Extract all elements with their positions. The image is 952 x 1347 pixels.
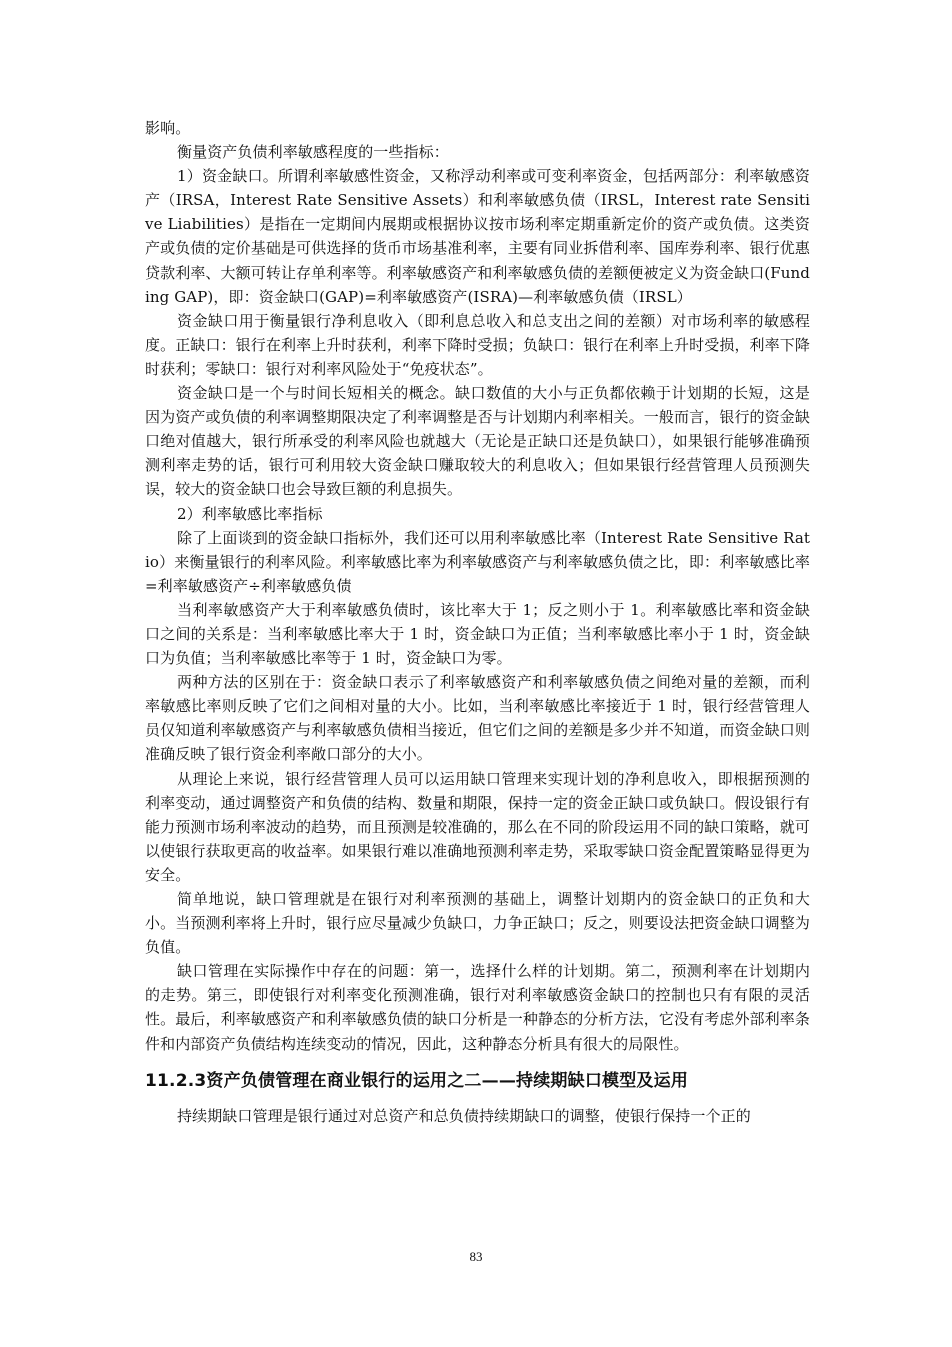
paragraph: 缺口管理在实际操作中存在的问题：第一，选择什么样的计划期。第二，预测利率在计划期内的走势。第三，即使银行对利率变化预测准确，银行对利率敏感资金缺口的控制也只有有限的灵活性。最后，利率敏感资产和利率敏感负债的缺口分析是一种静态的分析方法，它没有考虑外部利率条件和内部资产负债结构连续变动的情况，因此，这种静态分析具有很大的局限性。 [145, 962, 810, 1053]
page-body [145, 116, 810, 1128]
paragraph: 资金缺口用于衡量银行净利息收入（即利息总收入和总支出之间的差额）对市场利率的敏感程度。正缺口：银行在利率上升时获利，利率下降时受损；负缺口：银行在利率上升时受损，利率下降时获利；零缺口：银行对利率风险处于“免疫状态”。 [145, 311, 810, 378]
paragraph: 持续期缺口管理是银行通过对总资产和总负债持续期缺口的调整，使银行保持一个正的 [177, 1106, 751, 1125]
paragraph: 从理论上来说，银行经营管理人员可以运用缺口管理来实现计划的净利息收入，即根据预测的利率变动，通过调整资产和负债的结构、数量和期限，保持一定的资金正缺口或负缺口。假设银行有能力预测市场利率波动的趋势，而且预测是较准确的，那么在不同的阶段运用不同的缺口策略，就可以使银行获取更高的收益率。如果银行难以准确地预测利率走势，采取零缺口资金配置策略显得更为安全。 [145, 769, 810, 884]
paragraph: 衡量资产负债利率敏感程度的一些指标： [177, 143, 449, 162]
paragraph: 影响。 [145, 119, 191, 137]
paragraph: 2）利率敏感比率指标 [177, 504, 323, 523]
paragraph: 资金缺口是一个与时间长短相关的概念。缺口数值的大小与正负都依赖于计划期的长短，这是因为资产或负债的利率调整期限决定了利率调整是否与计划期内利率相关。一般而言，银行的资金缺口绝对值越大，银行所承受的利率风险也就越大（无论是正缺口还是负缺口），如果银行能够准确预测利率走势的话，银行可利用较大资金缺口赚取较大的利息收入；但如果银行经营管理人员预测失误，较大的资金缺口也会导致巨额的利息损失。 [145, 384, 810, 499]
paragraph: 当利率敏感资产大于利率敏感负债时，该比率大于 1；反之则小于 1。利率敏感比率和资金缺口之间的关系是：当利率敏感比率大于 1 时，资金缺口为正值；当利率敏感比率小于 1 时，资金缺口为负值；当利率敏感比率等于 1 时，资金缺口为零。 [145, 600, 810, 668]
page-number: 83 [469, 1249, 483, 1264]
paragraph: 1）资金缺口。所谓利率敏感性资金，又称浮动利率或可变利率资金，包括两部分：利率敏感资产（IRSA，Interest Rate Sensitive Assets）和利率敏感负债（IRSL，Interest rate Sensitive Liabilities）是指在一定期间内展期或根据协议按市场利率定期重新定价的资产或负债。这类资产或负债的定价基础是可供选择的货币市场基准利率，主要有同业拆借利率、国库券利率、银行优惠贷款利率、大额可转让存单利率等。利率敏感资产和利率敏感负债的差额便被定义为资金缺口(Funding GAP)，即：资金缺口(GAP)=利率敏感资产(ISRA)—利率敏感负债（IRSL） [145, 167, 810, 306]
section-heading: 11.2.3资产负债管理在商业银行的运用之二——持续期缺口模型及运用 [145, 1070, 689, 1091]
paragraph: 两种方法的区别在于：资金缺口表示了利率敏感资产和利率敏感负债之间绝对量的差额，而利率敏感比率则反映了它们之间相对量的大小。比如，当利率敏感比率接近于 1 时，银行经营管理人员仅知道利率敏感资产与利率敏感负债相当接近，但它们之间的差额是多少并不知道，而资金缺口则准确反映了银行资金利率敞口部分的大小。 [145, 673, 810, 764]
paragraph: 简单地说，缺口管理就是在银行对利率预测的基础上，调整计划期内的资金缺口的正负和大小。当预测利率将上升时，银行应尽量减少负缺口，力争正缺口；反之，则要设法把资金缺口调整为负值。 [145, 890, 810, 957]
paragraph: 除了上面谈到的资金缺口指标外，我们还可以用利率敏感比率（Interest Rate Sensitive Ratio）来衡量银行的利率风险。利率敏感比率为利率敏感资产与利率敏感负债之比，即：利率敏感比率=利率敏感资产÷利率敏感负债 [145, 528, 810, 595]
